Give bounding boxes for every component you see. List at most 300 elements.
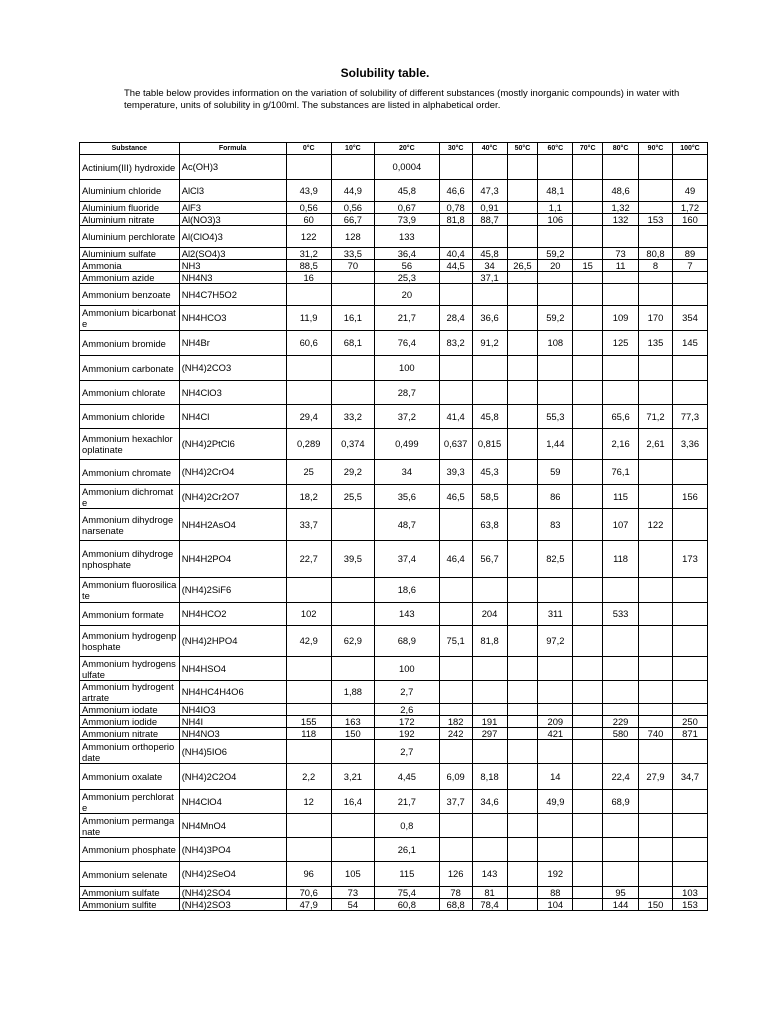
value-cell: 11,9: [286, 306, 331, 331]
column-header: 40°C: [472, 143, 507, 155]
formula-cell: NH4Br: [179, 331, 286, 356]
value-cell: [672, 838, 707, 862]
value-cell: 81: [472, 887, 507, 899]
value-cell: 88,5: [286, 260, 331, 272]
value-cell: [672, 681, 707, 704]
value-cell: [331, 704, 374, 716]
substance-cell: Ammonium permanganate: [80, 814, 180, 838]
value-cell: [639, 226, 673, 248]
value-cell: 100: [374, 657, 439, 681]
substance-cell: Ammonium bicarbonate: [80, 306, 180, 331]
value-cell: [507, 838, 538, 862]
table-row: [80, 226, 708, 248]
substance-cell: Aluminium nitrate: [80, 214, 180, 226]
value-cell: [603, 381, 639, 405]
formula-cell: NH4MnO4: [179, 814, 286, 838]
value-cell: [538, 272, 573, 284]
value-cell: 60,6: [286, 331, 331, 356]
value-cell: 14: [538, 764, 573, 790]
formula-cell: NH4HCO3: [179, 306, 286, 331]
value-cell: 39,5: [331, 541, 374, 578]
value-cell: 37,2: [374, 405, 439, 429]
table-row: [80, 626, 708, 657]
table-row: [80, 284, 708, 306]
formula-cell: NH4ClO4: [179, 790, 286, 814]
substance-cell: Ammonium dichromate: [80, 485, 180, 509]
value-cell: 26,5: [507, 260, 538, 272]
value-cell: [507, 716, 538, 728]
value-cell: [439, 509, 472, 541]
value-cell: [331, 509, 374, 541]
value-cell: 68,9: [603, 790, 639, 814]
value-cell: 68,8: [439, 899, 472, 911]
value-cell: 0,815: [472, 429, 507, 460]
value-cell: 45,3: [472, 460, 507, 485]
value-cell: 36,6: [472, 306, 507, 331]
value-cell: 0,8: [374, 814, 439, 838]
value-cell: 37,1: [472, 272, 507, 284]
value-cell: [507, 214, 538, 226]
value-cell: 100: [374, 356, 439, 381]
substance-cell: Ammonium chloride: [80, 405, 180, 429]
value-cell: [507, 657, 538, 681]
column-header: 70°C: [573, 143, 603, 155]
value-cell: 182: [439, 716, 472, 728]
value-cell: 871: [672, 728, 707, 740]
value-cell: [639, 180, 673, 202]
value-cell: [439, 155, 472, 180]
value-cell: [573, 306, 603, 331]
value-cell: [507, 740, 538, 764]
value-cell: 88,7: [472, 214, 507, 226]
value-cell: 0,499: [374, 429, 439, 460]
value-cell: 2,6: [374, 704, 439, 716]
column-header: 100°C: [672, 143, 707, 155]
value-cell: 143: [374, 603, 439, 626]
substance-cell: Ammonium selenate: [80, 862, 180, 887]
substance-cell: Ammonium oxalate: [80, 764, 180, 790]
value-cell: 108: [538, 331, 573, 356]
value-cell: [286, 284, 331, 306]
value-cell: 16: [286, 272, 331, 284]
value-cell: [639, 578, 673, 603]
value-cell: [639, 704, 673, 716]
value-cell: 83,2: [439, 331, 472, 356]
value-cell: 118: [603, 541, 639, 578]
value-cell: 192: [374, 728, 439, 740]
value-cell: 297: [472, 728, 507, 740]
table-row: [80, 790, 708, 814]
table-row: [80, 764, 708, 790]
value-cell: [538, 740, 573, 764]
value-cell: [573, 509, 603, 541]
value-cell: [439, 657, 472, 681]
value-cell: [672, 381, 707, 405]
value-cell: [639, 862, 673, 887]
substance-cell: Ammonium nitrate: [80, 728, 180, 740]
substance-cell: Actinium(III) hydroxide: [80, 155, 180, 180]
substance-cell: Ammonium fluorosilicate: [80, 578, 180, 603]
value-cell: [639, 272, 673, 284]
value-cell: [507, 202, 538, 214]
value-cell: [639, 381, 673, 405]
formula-cell: (NH4)5IO6: [179, 740, 286, 764]
table-row: [80, 728, 708, 740]
substance-cell: Aluminium perchlorate: [80, 226, 180, 248]
value-cell: 86: [538, 485, 573, 509]
value-cell: [573, 180, 603, 202]
table-row: [80, 887, 708, 899]
value-cell: 62,9: [331, 626, 374, 657]
value-cell: [639, 790, 673, 814]
value-cell: [603, 626, 639, 657]
value-cell: [507, 429, 538, 460]
table-row: [80, 272, 708, 284]
value-cell: 89: [672, 248, 707, 260]
column-header: 90°C: [639, 143, 673, 155]
value-cell: [507, 180, 538, 202]
substance-cell: Ammonium hydrogenphosphate: [80, 626, 180, 657]
value-cell: [672, 603, 707, 626]
value-cell: 153: [672, 899, 707, 911]
value-cell: [507, 814, 538, 838]
column-header: Substance: [80, 143, 180, 155]
value-cell: [603, 155, 639, 180]
formula-cell: NH4C7H5O2: [179, 284, 286, 306]
value-cell: 27,9: [639, 764, 673, 790]
value-cell: 25,3: [374, 272, 439, 284]
value-cell: [507, 790, 538, 814]
value-cell: 2,61: [639, 429, 673, 460]
table-row: [80, 485, 708, 509]
value-cell: [507, 764, 538, 790]
value-cell: 34: [374, 460, 439, 485]
substance-cell: Ammonium formate: [80, 603, 180, 626]
value-cell: [538, 704, 573, 716]
substance-cell: Aluminium fluoride: [80, 202, 180, 214]
formula-cell: (NH4)3PO4: [179, 838, 286, 862]
table-row: [80, 180, 708, 202]
value-cell: 42,9: [286, 626, 331, 657]
value-cell: [573, 405, 603, 429]
formula-cell: Al(NO3)3: [179, 214, 286, 226]
value-cell: [538, 657, 573, 681]
value-cell: 70: [331, 260, 374, 272]
value-cell: 12: [286, 790, 331, 814]
value-cell: 163: [331, 716, 374, 728]
column-header: 60°C: [538, 143, 573, 155]
value-cell: 81,8: [472, 626, 507, 657]
value-cell: [439, 838, 472, 862]
value-cell: [573, 887, 603, 899]
value-cell: 1,88: [331, 681, 374, 704]
value-cell: 22,7: [286, 541, 331, 578]
value-cell: 76,4: [374, 331, 439, 356]
value-cell: [538, 578, 573, 603]
value-cell: [507, 509, 538, 541]
value-cell: [439, 603, 472, 626]
value-cell: 45,8: [374, 180, 439, 202]
value-cell: [672, 272, 707, 284]
value-cell: [573, 356, 603, 381]
formula-cell: NH4I: [179, 716, 286, 728]
value-cell: [286, 814, 331, 838]
table-row: [80, 814, 708, 838]
value-cell: [472, 578, 507, 603]
value-cell: 133: [374, 226, 439, 248]
value-cell: [538, 838, 573, 862]
value-cell: [573, 704, 603, 716]
value-cell: 20: [538, 260, 573, 272]
value-cell: 68,1: [331, 331, 374, 356]
value-cell: [639, 284, 673, 306]
value-cell: 45,8: [472, 405, 507, 429]
value-cell: 18,6: [374, 578, 439, 603]
formula-cell: (NH4)2CrO4: [179, 460, 286, 485]
value-cell: 1,72: [672, 202, 707, 214]
substance-cell: Aluminium chloride: [80, 180, 180, 202]
value-cell: 3,21: [331, 764, 374, 790]
value-cell: 156: [672, 485, 707, 509]
table-row: [80, 740, 708, 764]
value-cell: 172: [374, 716, 439, 728]
value-cell: [672, 356, 707, 381]
value-cell: 46,6: [439, 180, 472, 202]
value-cell: 0,637: [439, 429, 472, 460]
formula-cell: Ac(OH)3: [179, 155, 286, 180]
value-cell: [472, 657, 507, 681]
table-row: [80, 681, 708, 704]
table-row: [80, 862, 708, 887]
value-cell: [573, 626, 603, 657]
value-cell: 143: [472, 862, 507, 887]
formula-cell: Al2(SO4)3: [179, 248, 286, 260]
value-cell: [639, 838, 673, 862]
substance-cell: Ammonium sulfate: [80, 887, 180, 899]
table-row: [80, 331, 708, 356]
value-cell: [286, 155, 331, 180]
value-cell: [672, 155, 707, 180]
value-cell: 109: [603, 306, 639, 331]
value-cell: [603, 356, 639, 381]
value-cell: 740: [639, 728, 673, 740]
formula-cell: NH4H2PO4: [179, 541, 286, 578]
value-cell: 8: [639, 260, 673, 272]
value-cell: [286, 681, 331, 704]
value-cell: [573, 226, 603, 248]
value-cell: [507, 381, 538, 405]
value-cell: 60: [286, 214, 331, 226]
value-cell: 44,9: [331, 180, 374, 202]
value-cell: [573, 740, 603, 764]
value-cell: 0,374: [331, 429, 374, 460]
value-cell: [439, 284, 472, 306]
table-row: [80, 704, 708, 716]
value-cell: 54: [331, 899, 374, 911]
table-row: [80, 657, 708, 681]
value-cell: [538, 681, 573, 704]
substance-cell: Ammonium iodide: [80, 716, 180, 728]
value-cell: 20: [374, 284, 439, 306]
value-cell: 118: [286, 728, 331, 740]
value-cell: [507, 272, 538, 284]
value-cell: 229: [603, 716, 639, 728]
value-cell: 26,1: [374, 838, 439, 862]
value-cell: [672, 704, 707, 716]
value-cell: 250: [672, 716, 707, 728]
value-cell: 70,6: [286, 887, 331, 899]
value-cell: [472, 356, 507, 381]
value-cell: [639, 202, 673, 214]
value-cell: [331, 155, 374, 180]
formula-cell: (NH4)2HPO4: [179, 626, 286, 657]
value-cell: [573, 681, 603, 704]
value-cell: 96: [286, 862, 331, 887]
value-cell: [603, 704, 639, 716]
value-cell: 16,1: [331, 306, 374, 331]
formula-cell: NH4N3: [179, 272, 286, 284]
value-cell: 0,0004: [374, 155, 439, 180]
substance-cell: Ammonium hydrogentartrate: [80, 681, 180, 704]
value-cell: [603, 272, 639, 284]
table-row: [80, 509, 708, 541]
formula-cell: AlF3: [179, 202, 286, 214]
table-row: [80, 260, 708, 272]
value-cell: 65,6: [603, 405, 639, 429]
value-cell: [439, 578, 472, 603]
value-cell: 56: [374, 260, 439, 272]
value-cell: 36,4: [374, 248, 439, 260]
value-cell: [639, 460, 673, 485]
table-row: [80, 541, 708, 578]
substance-cell: Ammonium iodate: [80, 704, 180, 716]
value-cell: 144: [603, 899, 639, 911]
value-cell: [573, 202, 603, 214]
value-cell: 95: [603, 887, 639, 899]
value-cell: 2,16: [603, 429, 639, 460]
value-cell: 47,9: [286, 899, 331, 911]
value-cell: [639, 887, 673, 899]
value-cell: 34,7: [672, 764, 707, 790]
value-cell: 28,4: [439, 306, 472, 331]
value-cell: 204: [472, 603, 507, 626]
value-cell: 78,4: [472, 899, 507, 911]
value-cell: 15: [573, 260, 603, 272]
value-cell: [472, 740, 507, 764]
value-cell: [639, 541, 673, 578]
value-cell: 8,18: [472, 764, 507, 790]
table-row: [80, 603, 708, 626]
value-cell: [507, 704, 538, 716]
formula-cell: (NH4)2SO3: [179, 899, 286, 911]
formula-cell: (NH4)2SiF6: [179, 578, 286, 603]
value-cell: 135: [639, 331, 673, 356]
value-cell: [538, 356, 573, 381]
column-header: 80°C: [603, 143, 639, 155]
value-cell: [639, 485, 673, 509]
value-cell: [639, 356, 673, 381]
value-cell: [439, 681, 472, 704]
value-cell: 47,3: [472, 180, 507, 202]
value-cell: [507, 862, 538, 887]
value-cell: [472, 155, 507, 180]
value-cell: [639, 657, 673, 681]
value-cell: 105: [331, 862, 374, 887]
value-cell: [331, 272, 374, 284]
value-cell: [507, 284, 538, 306]
formula-cell: (NH4)2C2O4: [179, 764, 286, 790]
value-cell: 56,7: [472, 541, 507, 578]
table-row: [80, 838, 708, 862]
value-cell: [286, 356, 331, 381]
table-row: [80, 155, 708, 180]
column-header: 10°C: [331, 143, 374, 155]
value-cell: [507, 248, 538, 260]
value-cell: 43,9: [286, 180, 331, 202]
value-cell: 0,78: [439, 202, 472, 214]
value-cell: [672, 284, 707, 306]
formula-cell: (NH4)2SeO4: [179, 862, 286, 887]
value-cell: [672, 862, 707, 887]
value-cell: [603, 657, 639, 681]
value-cell: [507, 485, 538, 509]
value-cell: [573, 284, 603, 306]
table-row: [80, 429, 708, 460]
substance-cell: Ammonium chlorate: [80, 381, 180, 405]
value-cell: [472, 381, 507, 405]
value-cell: 59: [538, 460, 573, 485]
value-cell: [331, 356, 374, 381]
value-cell: 33,2: [331, 405, 374, 429]
table-row: [80, 578, 708, 603]
value-cell: 28,7: [374, 381, 439, 405]
value-cell: 1,44: [538, 429, 573, 460]
value-cell: 82,5: [538, 541, 573, 578]
formula-cell: (NH4)2PtCl6: [179, 429, 286, 460]
substance-cell: Ammonium sulfite: [80, 899, 180, 911]
value-cell: 48,7: [374, 509, 439, 541]
value-cell: [439, 814, 472, 838]
table-row: [80, 381, 708, 405]
value-cell: [573, 381, 603, 405]
value-cell: 192: [538, 862, 573, 887]
value-cell: [639, 603, 673, 626]
value-cell: [573, 460, 603, 485]
value-cell: [573, 899, 603, 911]
value-cell: 44,5: [439, 260, 472, 272]
value-cell: 1,32: [603, 202, 639, 214]
value-cell: [507, 681, 538, 704]
value-cell: 4,45: [374, 764, 439, 790]
formula-cell: NH4Cl: [179, 405, 286, 429]
value-cell: 115: [603, 485, 639, 509]
value-cell: 153: [639, 214, 673, 226]
value-cell: [331, 814, 374, 838]
substance-cell: Ammonium phosphate: [80, 838, 180, 862]
value-cell: 160: [672, 214, 707, 226]
value-cell: [603, 814, 639, 838]
formula-cell: (NH4)2CO3: [179, 356, 286, 381]
value-cell: 29,2: [331, 460, 374, 485]
value-cell: [507, 306, 538, 331]
table-header-row: [80, 143, 708, 155]
value-cell: [507, 899, 538, 911]
value-cell: 45,8: [472, 248, 507, 260]
value-cell: [573, 716, 603, 728]
value-cell: [286, 838, 331, 862]
value-cell: [286, 381, 331, 405]
value-cell: 78: [439, 887, 472, 899]
